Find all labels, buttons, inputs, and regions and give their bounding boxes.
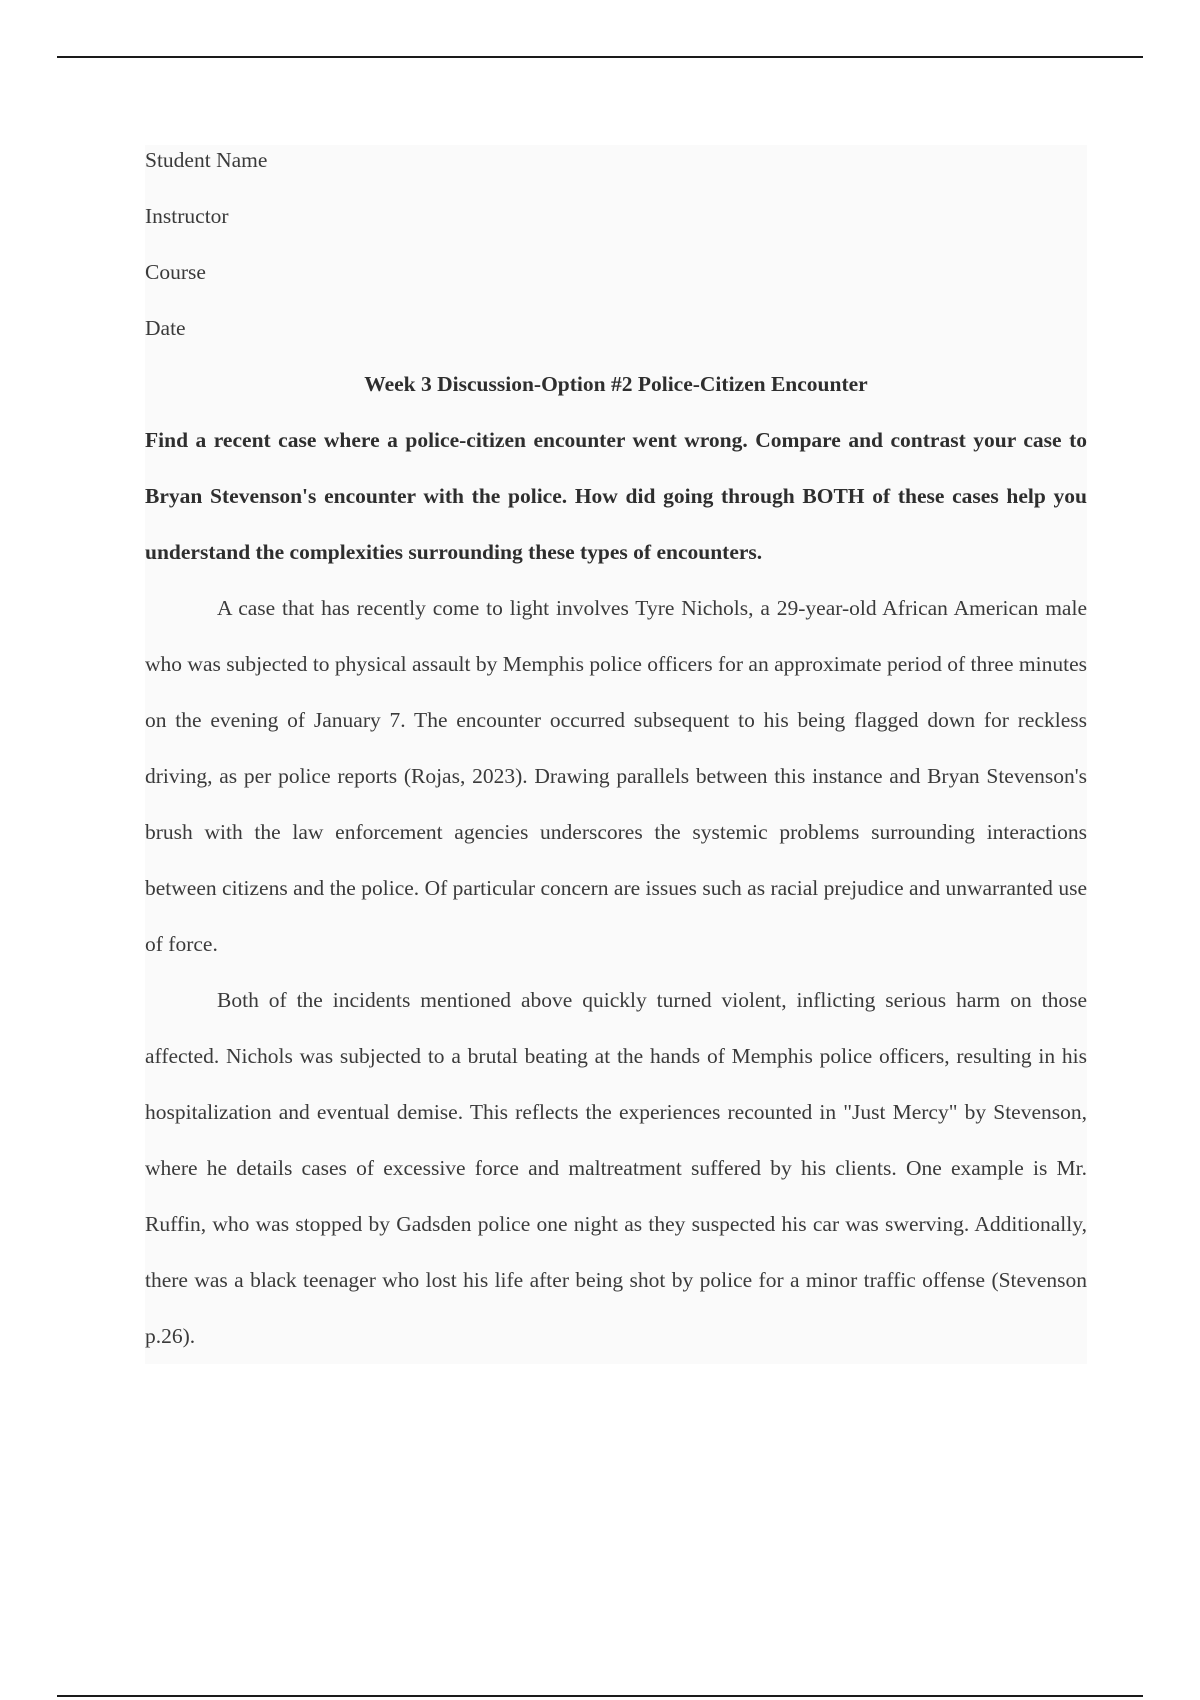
body-paragraph-1: A case that has recently come to light involves Tyre Nichols, a 29-year-old African American male who was subjected to physical assault by Memphis police officers for an approximate period of three minutes on the evening of January 7. The encounter occurred subsequent to his being flagged down for reckless driving, as per police reports (Rojas, 2023). Drawing parallels between this instance and Bryan Stevenson's brush with the law enforcement agencies underscores the systemic problems surrounding interactions between citizens and the police. Of particular concern are issues such as racial prejudice and unwarranted use of force. [145, 596, 1087, 956]
bottom-rule [57, 1695, 1143, 1697]
document-page [145, 145, 1087, 1364]
instructor: Instructor [145, 204, 229, 228]
top-rule [57, 56, 1143, 58]
student-name: Student Name [145, 148, 268, 172]
discussion-prompt: Find a recent case where a police-citizen encounter went wrong. Compare and contrast your case to Bryan Stevenson's encounter with the police. How did going through BOTH of these cases help you understand the complexities surrounding these types of encounters. [145, 428, 1087, 564]
body-paragraph-2: Both of the incidents mentioned above quickly turned violent, inflicting serious harm on those affected. Nichols was subjected to a brutal beating at the hands of Memphis police officers, resulting in his hospitalization and eventual demise. This reflects the experiences recounted in "Just Mercy" by Stevenson, where he details cases of excessive force and maltreatment suffered by his clients. One example is Mr. Ruffin, who was stopped by Gadsden police one night as they suspected his car was swerving. Additionally, there was a black teenager who lost his life after being shot by police for a minor traffic offense (Stevenson p.26). [145, 988, 1087, 1348]
course: Course [145, 260, 206, 284]
document-title: Week 3 Discussion-Option #2 Police-Citizen Encounter [364, 372, 868, 396]
date: Date [145, 316, 186, 340]
